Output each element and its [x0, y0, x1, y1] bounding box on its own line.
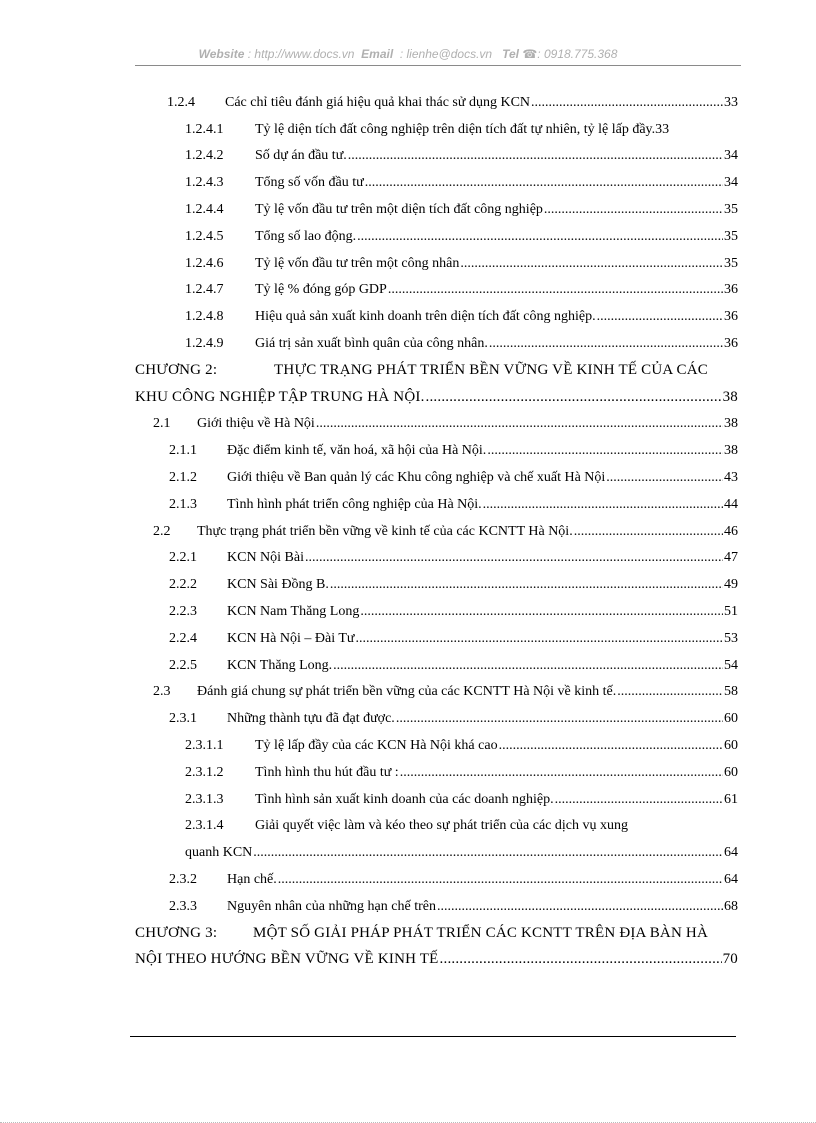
toc-page: 60 — [724, 711, 738, 727]
toc-title: Số dự án đầu tư. — [255, 148, 347, 164]
toc-page: 38 — [722, 388, 738, 405]
toc-page: 33 — [655, 121, 670, 137]
toc-page: 61 — [724, 791, 738, 807]
phone-icon: ☎ — [522, 47, 538, 61]
toc-title-cont: quanh KCN — [185, 845, 253, 861]
toc-page: 60 — [724, 737, 738, 753]
toc-number: 1.2.4.1 — [185, 121, 224, 137]
website-label: Website — [198, 47, 245, 61]
toc-title: Tình hình sản xuất kinh doanh của các doanh nghiệp. — [255, 791, 554, 807]
toc-chapter-3-cont[interactable] — [135, 942, 738, 969]
toc-leader — [489, 336, 723, 352]
toc-page: 68 — [724, 898, 738, 914]
chapter-label: CHƯƠNG 2: — [135, 361, 218, 378]
toc-title: Đánh giá chung sự phát triển bền vững của các KCNTT Hà Nội về kinh tế. — [197, 684, 617, 700]
toc-number: 1.2.4.9 — [185, 335, 224, 351]
page-header — [0, 47, 816, 61]
toc-number: 2.3.1.2 — [185, 764, 224, 780]
toc-page: 38 — [724, 443, 738, 459]
toc-title: Thực trạng phát triển bền vững về kinh tế của các KCNTT Hà Nội. — [197, 523, 573, 539]
toc-title: KCN Hà Nội – Đài Tư — [227, 630, 355, 646]
toc-number: 1.2.4.6 — [185, 255, 224, 271]
toc-leader — [617, 684, 723, 700]
toc-number: 2.1.3 — [169, 496, 197, 512]
toc-entry[interactable] — [135, 432, 738, 459]
toc-title: Nguyên nhân của những hạn chế trên — [227, 898, 436, 914]
toc-entry[interactable] — [135, 298, 738, 325]
toc-entry[interactable] — [135, 513, 738, 540]
toc-leader — [499, 738, 723, 754]
toc-number: 1.2.4 — [167, 94, 195, 110]
toc-page: 36 — [724, 335, 738, 351]
toc-number: 2.3.3 — [169, 898, 197, 914]
toc-title: Giới thiệu về Hà Nội — [197, 416, 315, 432]
chapter-title-cont: NỘI THEO HƯỚNG BỀN VỮNG VỀ KINH TẾ — [135, 951, 439, 968]
toc-page: 44 — [724, 496, 738, 512]
toc-title: Giải quyết việc làm và kéo theo sự phát triển của các dịch vụ xung — [255, 818, 629, 834]
toc-title: Tình hình thu hút đầu tư : — [255, 764, 399, 780]
toc-page: 33 — [724, 94, 738, 110]
toc-title: Hạn chế. — [227, 871, 277, 887]
toc-entry[interactable] — [135, 84, 738, 111]
toc-title: KCN Nam Thăng Long — [227, 603, 360, 619]
toc-chapter-3[interactable] — [135, 915, 738, 942]
toc-number: 2.3 — [153, 684, 171, 700]
toc-page: 60 — [724, 764, 738, 780]
footer-divider — [130, 1036, 736, 1037]
toc-title: Tổng số vốn đầu tư — [255, 175, 364, 191]
toc-leader — [305, 550, 723, 566]
toc-number: 2.1.2 — [169, 469, 197, 485]
toc-page: 54 — [724, 657, 738, 673]
toc-entry[interactable] — [135, 727, 738, 754]
toc-page: 35 — [724, 255, 738, 271]
toc-leader — [365, 175, 723, 191]
toc-leader — [531, 95, 723, 111]
toc-title: KCN Thăng Long. — [227, 657, 333, 673]
toc-title: Tỷ lệ lấp đầy của các KCN Hà Nội khá cao — [255, 737, 498, 753]
toc-leader — [597, 309, 723, 325]
toc-entry[interactable] — [135, 191, 738, 218]
toc-leader — [606, 470, 723, 486]
toc-entry[interactable] — [135, 325, 738, 352]
toc-leader — [440, 951, 722, 968]
toc-number: 1.2.4.8 — [185, 309, 224, 325]
toc-title: Các chỉ tiêu đánh giá hiệu quả khai thác sử dụng KCN — [225, 94, 531, 110]
toc-leader — [400, 765, 723, 781]
toc-chapter-2-cont[interactable] — [135, 379, 738, 406]
toc-leader — [360, 604, 723, 620]
toc-leader — [357, 229, 723, 245]
toc-number: 2.1.1 — [169, 443, 197, 459]
toc-leader — [544, 202, 723, 218]
toc-leader — [355, 631, 723, 647]
tel-value: : 0918.775.368 — [537, 47, 618, 61]
toc-page: 34 — [724, 175, 738, 191]
toc-title: Tỷ lệ vốn đầu tư trên một diện tích đất công nghiệp — [255, 201, 543, 217]
toc-number: 1.2.4.5 — [185, 228, 224, 244]
toc-page: 36 — [724, 282, 738, 298]
email-label: Email — [361, 47, 394, 61]
toc-number: 2.2 — [153, 523, 171, 539]
toc-leader — [333, 658, 723, 674]
toc-entry[interactable] — [135, 406, 738, 433]
toc-entry[interactable] — [135, 486, 738, 513]
toc-entry[interactable] — [135, 245, 738, 272]
toc-title: Tỷ lệ % đóng góp GDP — [255, 282, 387, 298]
toc-entry[interactable] — [135, 459, 738, 486]
toc-title: Tỷ lệ diện tích đất công nghiệp trên diện tích đất tự nhiên, tỷ lệ lấp đầy. — [255, 121, 656, 137]
header-divider — [135, 65, 741, 66]
toc-page: 58 — [724, 684, 738, 700]
toc-page: 35 — [724, 201, 738, 217]
toc-number: 2.3.2 — [169, 871, 197, 887]
toc-entry[interactable] — [135, 781, 738, 808]
toc-number: 1.2.4.2 — [185, 148, 224, 164]
toc-leader — [348, 148, 723, 164]
toc-number: 2.2.2 — [169, 577, 197, 593]
toc-page: 64 — [724, 845, 738, 861]
toc-entry[interactable] — [135, 754, 738, 781]
toc-leader — [316, 416, 723, 432]
toc-number: 2.2.4 — [169, 630, 197, 646]
toc-title: Tổng số lao động. — [255, 228, 357, 244]
toc-entry[interactable] — [135, 674, 738, 701]
toc-number: 2.2.5 — [169, 657, 197, 673]
toc-leader — [253, 845, 723, 861]
toc-number: 2.2.3 — [169, 603, 197, 619]
toc-leader — [426, 389, 722, 406]
table-of-contents — [135, 84, 738, 968]
toc-page: 70 — [722, 951, 738, 968]
toc-entry[interactable] — [135, 566, 738, 593]
toc-page: 49 — [724, 577, 738, 593]
toc-leader — [460, 256, 723, 272]
toc-entry[interactable] — [135, 138, 738, 165]
toc-page: 35 — [724, 228, 738, 244]
toc-title: Hiệu quả sản xuất kinh doanh trên diện tích đất công nghiệp. — [255, 309, 596, 325]
toc-entry[interactable] — [135, 647, 738, 674]
toc-title: Giá trị sản xuất bình quân của công nhân. — [255, 335, 488, 351]
toc-leader — [487, 443, 723, 459]
toc-title: KCN Sài Đồng B. — [227, 577, 329, 593]
toc-page: 34 — [724, 148, 738, 164]
toc-entry[interactable] — [135, 164, 738, 191]
toc-page: 38 — [724, 416, 738, 432]
toc-entry[interactable] — [135, 808, 738, 835]
toc-number: 2.3.1 — [169, 711, 197, 727]
toc-title: KCN Nội Bài — [227, 550, 304, 566]
toc-number: 2.3.1.1 — [185, 737, 224, 753]
toc-page: 36 — [724, 309, 738, 325]
toc-leader — [330, 577, 723, 593]
toc-entry[interactable] — [135, 111, 738, 138]
toc-entry[interactable] — [135, 620, 738, 647]
toc-page: 64 — [724, 871, 738, 887]
toc-title: Đặc điểm kinh tế, văn hoá, xã hội của Hà Nội. — [227, 443, 487, 459]
toc-page: 43 — [724, 469, 738, 485]
toc-leader — [278, 872, 723, 888]
toc-entry[interactable] — [135, 218, 738, 245]
toc-leader — [396, 711, 723, 727]
toc-number: 2.1 — [153, 416, 171, 432]
chapter-title: MỘT SỐ GIẢI PHÁP PHÁT TRIỂN CÁC KCNTT TRÊN ĐỊA BÀN HÀ — [253, 924, 708, 941]
toc-page: 53 — [724, 630, 738, 646]
toc-leader — [388, 282, 723, 298]
toc-number: 1.2.4.7 — [185, 282, 224, 298]
toc-leader — [555, 792, 723, 808]
toc-page: 47 — [724, 550, 738, 566]
toc-entry[interactable] — [135, 861, 738, 888]
tel-label: Tel — [502, 47, 519, 61]
chapter-label: CHƯƠNG 3: — [135, 924, 218, 941]
toc-leader — [574, 524, 723, 540]
chapter-title-cont: KHU CÔNG NGHIỆP TẬP TRUNG HÀ NỘI. — [135, 388, 425, 405]
toc-number: 2.3.1.3 — [185, 791, 224, 807]
toc-title: Tình hình phát triển công nghiệp của Hà Nội. — [227, 496, 482, 512]
toc-title: Những thành tựu đã đạt được. — [227, 711, 395, 727]
toc-title: Tỷ lệ vốn đầu tư trên một công nhân — [255, 255, 460, 271]
toc-page: 46 — [724, 523, 738, 539]
toc-entry[interactable] — [135, 888, 738, 915]
toc-page: 51 — [724, 603, 738, 619]
toc-leader — [437, 899, 723, 915]
toc-chapter-2[interactable] — [135, 352, 738, 379]
toc-entry[interactable] — [135, 593, 738, 620]
chapter-title: THỰC TRẠNG PHÁT TRIỂN BỀN VỮNG VỀ KINH TẾ CỦA CÁC — [274, 361, 708, 378]
toc-number: 2.3.1.4 — [185, 818, 224, 834]
toc-entry-cont[interactable] — [135, 834, 738, 861]
website-value[interactable]: : http://www.docs.vn — [247, 47, 355, 61]
toc-number: 2.2.1 — [169, 550, 197, 566]
email-value[interactable]: : lienhe@docs.vn — [399, 47, 493, 61]
toc-entry[interactable] — [135, 540, 738, 567]
toc-leader — [483, 497, 723, 513]
toc-entry[interactable] — [135, 700, 738, 727]
toc-number: 1.2.4.3 — [185, 175, 224, 191]
toc-number: 1.2.4.4 — [185, 201, 224, 217]
toc-title: Giới thiệu về Ban quản lý các Khu công nghiệp và chế xuất Hà Nội — [227, 469, 606, 485]
toc-entry[interactable] — [135, 272, 738, 299]
